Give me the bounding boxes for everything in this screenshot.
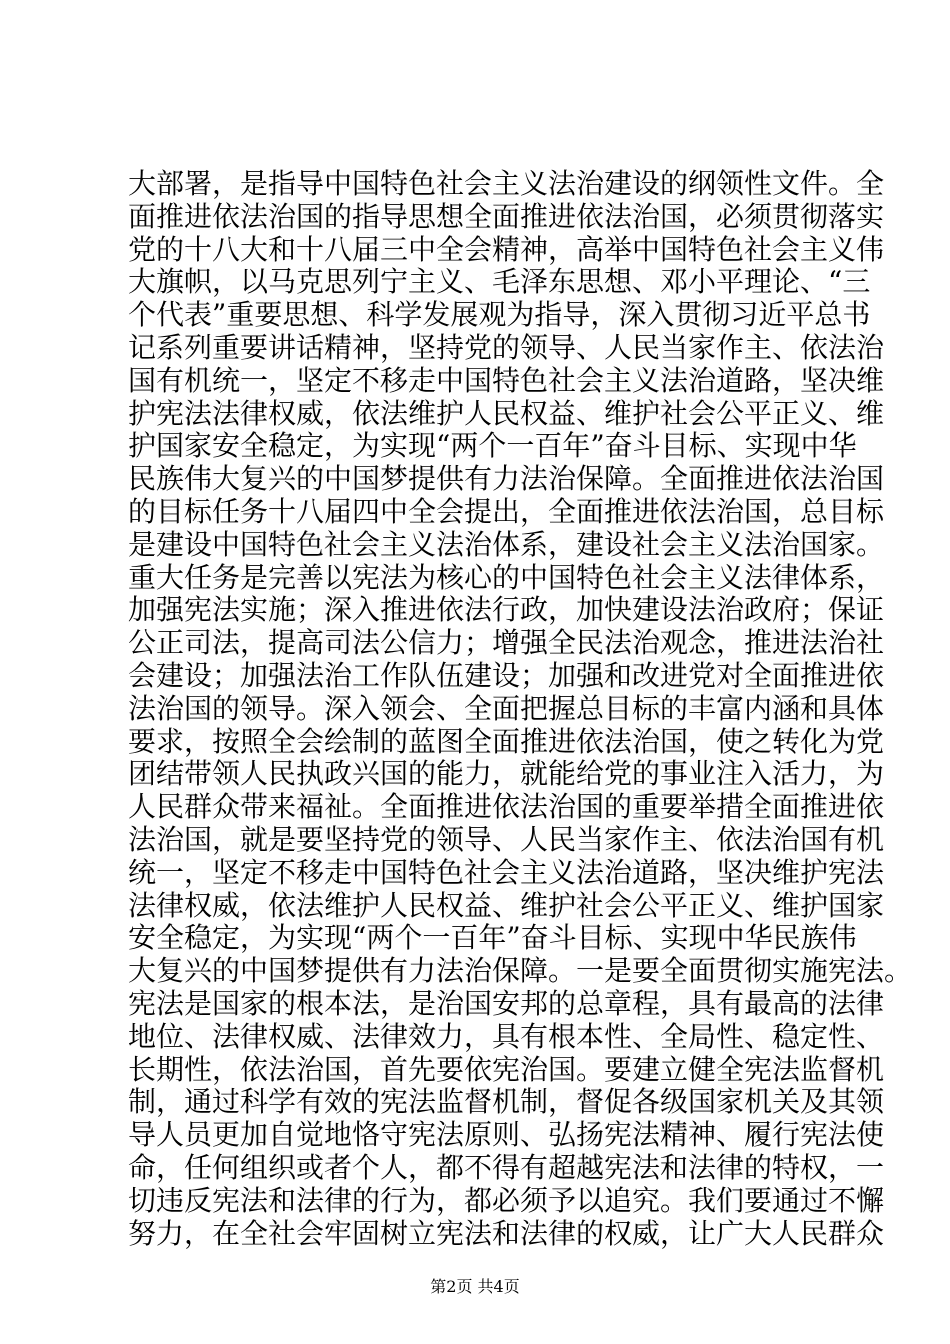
text-line: 要求，按照全会绘制的蓝图全面推进依法治国，使之转化为党 [128,724,885,758]
text-line: 法律权威，依法维护人民权益、维护社会公平正义、维护国家 [128,888,885,922]
text-line: 努力，在全社会牢固树立宪法和法律的权威，让广大人民群众 [128,1216,885,1250]
text-line: 面推进依法治国的指导思想全面推进依法治国，必须贯彻落实 [128,199,885,233]
page-number-label: 第2页 共4页 [430,1277,520,1296]
text-line: 是建设中国特色社会主义法治体系，建设社会主义法治国家。 [128,527,885,561]
text-line: 重大任务是完善以宪法为核心的中国特色社会主义法律体系， [128,560,885,594]
text-line: 党的十八大和十八届三中全会精神，高举中国特色社会主义伟 [128,232,885,266]
text-line: 统一，坚定不移走中国特色社会主义法治道路，坚决维护宪法 [128,855,885,889]
text-line: 大部署，是指导中国特色社会主义法治建设的纲领性文件。全 [128,167,885,200]
text-line: 地位、法律权威、法律效力，具有根本性、全局性、稳定性、 [128,1019,885,1053]
text-line: 宪法是国家的根本法，是治国安邦的总章程，具有最高的法律 [128,986,885,1020]
text-line: 制，通过科学有效的宪法监督机制，督促各级国家机关及其领 [128,1085,885,1119]
text-line: 公正司法，提高司法公信力；增强全民法治观念，推进法治社 [128,626,885,660]
text-line: 的目标任务十八届四中全会提出，全面推进依法治国，总目标 [128,494,885,528]
text-line: 长期性，依法治国，首先要依宪治国。要建立健全宪法监督机 [128,1052,885,1086]
page-footer [0,1274,950,1297]
text-line: 民族伟大复兴的中国梦提供有力法治保障。全面推进依法治国 [128,462,885,496]
text-line: 大复兴的中国梦提供有力法治保障。一是要全面贯彻实施宪法。 [128,954,913,988]
text-line: 法治国的领导。深入领会、全面把握总目标的丰富内涵和具体 [128,691,885,725]
text-line: 护国家安全稳定，为实现“两个一百年”奋斗目标、实现中华 [128,429,857,463]
text-line: 国有机统一，坚定不移走中国特色社会主义法治道路，坚决维 [128,363,885,397]
body-text [128,167,913,1250]
text-line: 导人员更加自觉地恪守宪法原则、弘扬宪法精神、履行宪法使 [128,1118,885,1152]
text-line: 团结带领人民执政兴国的能力，就能给党的事业注入活力，为 [128,757,885,791]
text-line: 记系列重要讲话精神，坚持党的领导、人民当家作主、依法治 [128,330,885,364]
text-line: 人民群众带来福祉。全面推进依法治国的重要举措全面推进依 [128,790,885,824]
text-line: 个代表”重要思想、科学发展观为指导，深入贯彻习近平总书 [128,298,871,332]
text-line: 命，任何组织或者个人，都不得有超越宪法和法律的特权，一 [128,1150,885,1184]
text-line: 护宪法法律权威，依法维护人民权益、维护社会公平正义、维 [128,396,885,430]
text-line: 会建设；加强法治工作队伍建设；加强和改进党对全面推进依 [128,658,885,692]
text-line: 加强宪法实施；深入推进依法行政，加快建设法治政府；保证 [128,593,885,627]
text-line: 法治国，就是要坚持党的领导、人民当家作主、依法治国有机 [128,822,885,856]
text-line: 安全稳定，为实现“两个一百年”奋斗目标、实现中华民族伟 [128,921,857,955]
text-line: 大旗帜，以马克思列宁主义、毛泽东思想、邓小平理论、“三 [128,265,871,299]
text-line: 切违反宪法和法律的行为，都必须予以追究。我们要通过不懈 [128,1183,885,1217]
